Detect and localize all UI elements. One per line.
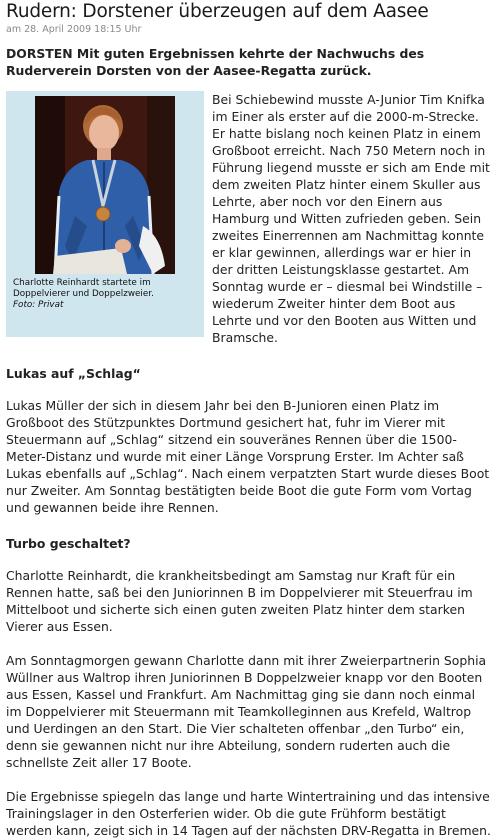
photo-caption: [13, 278, 197, 311]
section-heading-turbo: Turbo geschaltet?: [6, 536, 131, 551]
article-body: [6, 91, 492, 839]
article-lead: DORSTEN Mit guten Ergebnissen kehrte der Nachwuchs des Ruderverein Dorsten von der Aasee-Regatta zurück.: [6, 46, 425, 78]
athlete-photo-illustration: [35, 96, 175, 274]
section-paragraph: Charlotte Reinhardt, die krankheitsbedingt am Samstag nur Kraft für ein Rennen hatte, saß bei den Juniorinnen B im Doppelvierer mit Steuerfrau im Mittelboot und sicherte sich einen guten zweiten Platz hinter dem starken Vierer aus Essen.: [6, 568, 473, 634]
section-paragraph: Am Sonntagmorgen gewann Charlotte dann mit ihrer Zweierpartnerin Sophia Wüllner aus Waltrop ihren Juniorinnen B Doppelzweier knapp vor den Booten aus Essen, Kassel und Frankfurt. Am Nachmittag ging sie dann noch einmal im Doppelvierer mit Steuermann mit Teamkolleginnen aus Krefeld, Waltrop und Uerdingen an den Start. Die Vier schalteten offenbar „den Turbo“ ein, denn sie gewannen nicht nur ihre Abteilung, sondern ruderten auch die schnellste Zeit aller 17 Boote.: [6, 653, 487, 770]
athlete-photo[interactable]: [35, 96, 175, 274]
section-paragraph: Lukas Müller der sich in diesem Jahr bei den B-Junioren einen Platz im Großboot des Stützpunktes Dortmund gesichert hat, fuhr im Vierer mit Steuermann auf „Schlag“ sitzend ein souveränes Rennen über die 1500-Meter-Distanz und wurde mit einer Länge Vorsprung Erster. Im Achter saß Lukas ebenfalls auf „Schlag“. Nach einem verpatzten Start wurde dieses Boot nur Zweiter. Am Sonntag bestätigten beide Boot die gute Form vom Vortag und gewannen beide ihre Rennen.: [6, 398, 490, 515]
intro-paragraph: Bei Schiebewind musste A-Junior Tim Knifka im Einer als erster auf die 2000-m-Strecke. Er hatte bislang noch keinen Platz in einem Großboot erreicht. Nach 750 Metern noch in Führung liegend musste er sich am Ende mit dem zweiten Platz hinter einem Skuller aus Lehrte, aber noch vor den Einern aus Hamburg und Witten zufrieden geben. Sein zweites Einerrennen am Nachmittag konnte er klar gewinnen, allerdings war er hier in der dritten Leistungsklasse gestartet. Am Sonntag wurde er – diesmal bei Windstille – wiederum Zweiter hinter dem Boot aus Lehrte und vor den Booten aus Witten und Bramsche.: [212, 92, 490, 345]
article-title: Rudern: Dorstener überzeugen auf dem Aasee: [6, 1, 429, 22]
photo-credit: Foto: Privat: [13, 300, 64, 310]
photo-figure: [6, 91, 204, 337]
article-date: am 28. April 2009 18:15 Uhr: [6, 24, 142, 35]
section-paragraph: Die Ergebnisse spiegeln das lange und harte Wintertraining und das intensive Trainingslager in den Osterferien wider. Ob die gute Frühform bestätigt werden kann, zeigt sich in 14 Tagen auf der nächsten DRV-Regatta in Bremen.: [6, 789, 491, 838]
section-heading-lukas: Lukas auf „Schlag“: [6, 366, 141, 381]
caption-text: Charlotte Reinhardt startete im Doppelvierer und Doppelzweier.: [13, 278, 154, 299]
